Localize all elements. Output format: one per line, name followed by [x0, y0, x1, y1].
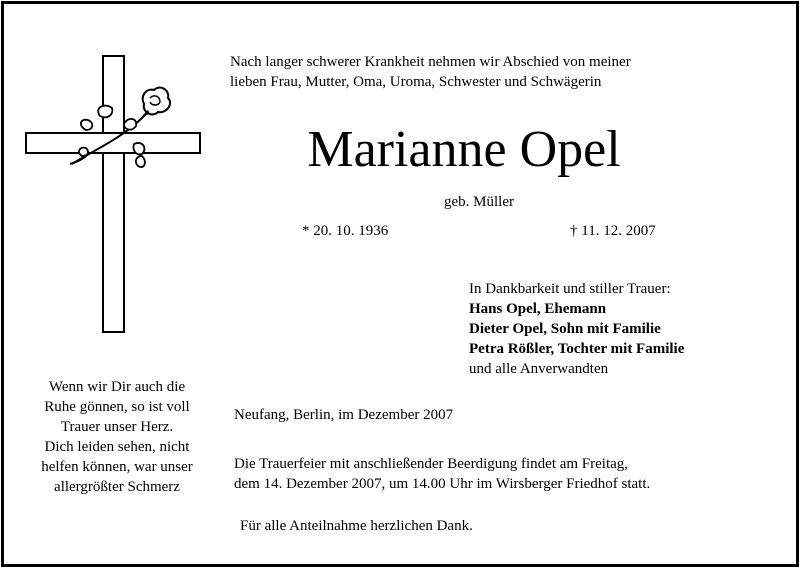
intro-line: Nach langer schwerer Krankheit nehmen wir Abschied von meiner: [230, 54, 631, 70]
maiden-name: geb. Müller: [444, 194, 514, 210]
mourners-header: In Dankbarkeit und stiller Trauer:: [469, 281, 671, 297]
mourner-name: Hans Opel, Ehemann: [469, 301, 607, 317]
funeral-info: [234, 454, 754, 494]
mourner-name: Petra Rößler, Tochter mit Familie: [469, 341, 685, 357]
birth-date: * 20. 10. 1936: [302, 223, 389, 239]
verse-line: allergrößter Schmerz: [54, 479, 180, 495]
verse-line: Dich leiden sehen, nicht: [44, 439, 190, 455]
intro-line: lieben Frau, Mutter, Oma, Uroma, Schwester und Schwägerin: [230, 74, 602, 90]
verse-line: helfen können, war unser: [41, 459, 193, 475]
deceased-name: Marianne Opel: [307, 121, 621, 178]
mourners-block: [469, 279, 684, 379]
obituary-card: [1, 1, 799, 567]
place-date: Neufang, Berlin, im Dezember 2007: [234, 407, 454, 423]
death-date: † 11. 12. 2007: [570, 223, 656, 239]
memorial-verse: [22, 377, 212, 497]
mourner-name: Dieter Opel, Sohn mit Familie: [469, 321, 661, 337]
mourners-footer: und alle Anverwandten: [469, 361, 609, 377]
funeral-line: Die Trauerfeier mit anschließender Beerdigung findet am Freitag,: [234, 456, 629, 472]
cross-with-rose-icon: [24, 52, 204, 347]
verse-line: Trauer unser Herz.: [60, 419, 174, 435]
verse-line: Wenn wir Dir auch die: [48, 379, 186, 395]
funeral-line: dem 14. Dezember 2007, um 14.00 Uhr im Wirsberger Friedhof statt.: [234, 476, 651, 492]
thanks-line: Für alle Anteilnahme herzlichen Dank.: [240, 518, 473, 534]
intro-text: [230, 52, 760, 92]
verse-line: Ruhe gönnen, so ist voll: [44, 399, 190, 415]
